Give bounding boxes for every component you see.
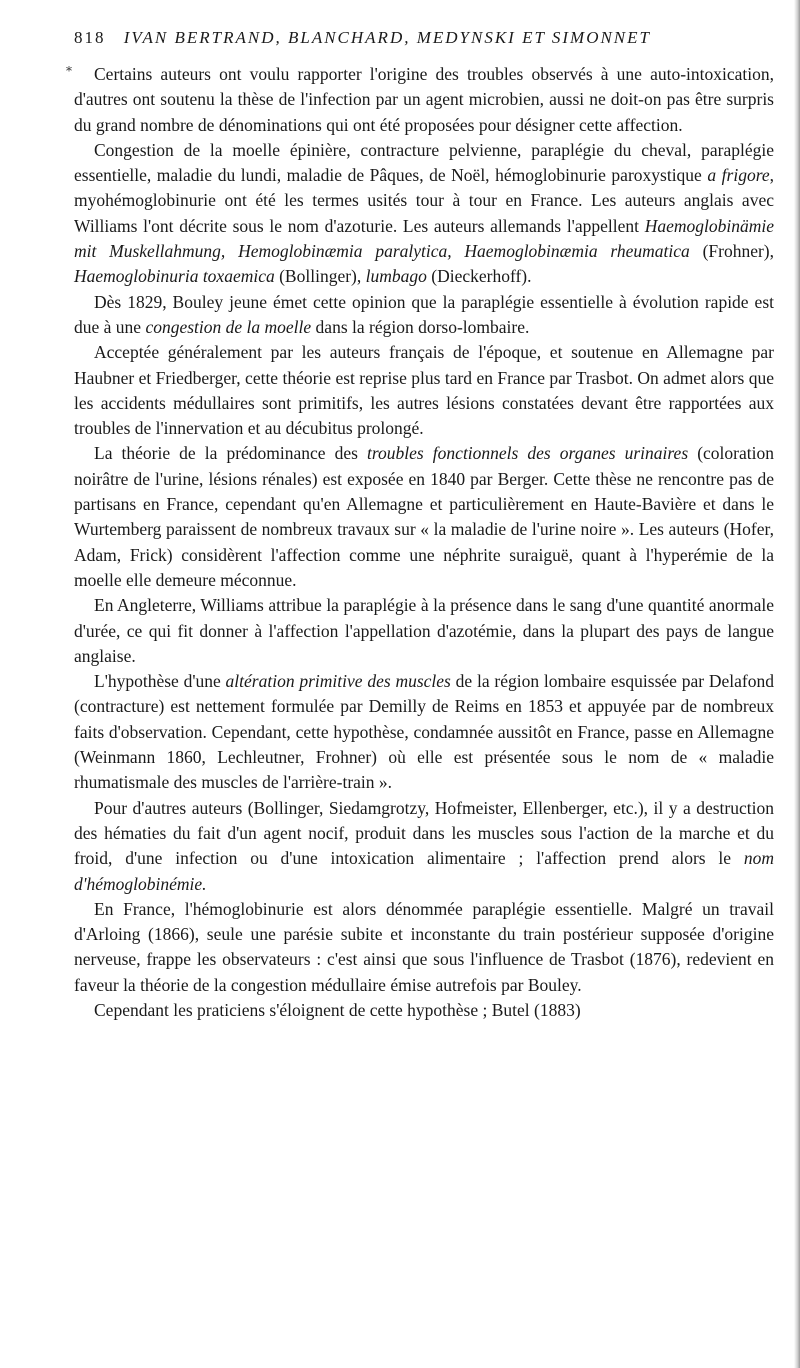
italic-text: altération primitive des muscles [225,671,451,692]
text-run: Acceptée généralement par les auteurs français de l'époque, et soutenue en Allemagne par Haubner et Friedberger, cette théorie est reprise plus tard en France par Trasbot. On admet alors que les accidents médullaires sont primitifs, les autres lésions constatées devant être rapportées aux troubles de l'innervation et au décubitus prolongé. [74,342,774,439]
text-run: Congestion de la moelle épinière, contracture pelvienne, paraplégie du cheval, paraplégie essentielle, maladie du lundi, maladie de Pâques, de Noël, hémoglobinurie paroxystique [74,139,774,186]
text-run: , myohémoglobinurie ont été les termes usités tour à tour en France. Les auteurs anglais avec Williams l'ont décrite sous le nom d'azoturie. Les auteurs allemands l'appellent [74,165,774,236]
paragraph [74,62,774,138]
margin-mark: * [66,64,72,78]
italic-text: nom d'hémoglobinémie. [74,848,774,894]
running-title: IVAN BERTRAND, BLANCHARD, MEDYNSKI ET SIMONNET [123,28,651,47]
text-run: (Bollinger), [274,266,366,287]
italic-text: a frigore [707,165,770,186]
italic-text: Haemoglobinuria toxaemica [74,266,275,287]
paragraph [74,593,774,669]
text-run: La théorie de la prédominance des [94,443,368,464]
text-run: Pour d'autres auteurs (Bollinger, Siedamgrotzy, Hofmeister, Ellenberger, etc.), il y a destruction des hématies du fait d'un agent nocif, produit dans les muscles sous l'action de la marche et du froid, d'une infection ou d'une intoxication alimentaire ; l'affection prend alors le [74,797,774,869]
page-header [74,28,774,48]
paragraph [74,290,774,341]
text-run: En France, l'hémoglobinurie est alors dénommée paraplégie essentielle. Malgré un travail d'Arloing (1866), seule une parésie subite et inconstante du train postérieur supposée d'origine nerveuse, frappe les observateurs : c'est ainsi que sous l'influence de Trasbot (1876), redevient en faveur la théorie de la congestion médullaire émise autrefois par Bouley. [74,898,774,995]
italic-text: lumbago [365,266,427,287]
page-number: 818 [74,28,106,47]
text-run: L'hypothèse d'une [94,671,226,692]
text-run: Cependant les praticiens s'éloignent de cette hypothèse ; Butel (1883) [94,999,581,1020]
italic-text: congestion de la moelle [145,316,312,337]
text-run: de la région lombaire esquissée par Delafond (contracture) est nettement formulée par Demilly de Reims en 1853 et appuyée par de nombreux faits d'observation. Cependant, cette hypothèse, condamnée aussitôt en France, passe en Allemagne (Weinmann 1860, Lechleutner, Frohner) où elle est présentée sous le nom de « maladie rhumatismale des muscles de l'arrière-train ». [74,671,774,793]
body-text [74,62,774,1023]
text-run: Certains auteurs ont voulu rapporter l'origine des troubles observés à une auto-intoxication, d'autres ont soutenu la thèse de l'infection par un agent microbien, aussi ne doit-on pas être surpris du grand nombre de dénominations qui ont été proposées pour désigner cette affection. [74,64,774,135]
text-run: dans la région dorso-lombaire. [311,316,530,337]
italic-text: Haemoglobinämie mit Muskellahmung, Hemoglobinæmia paralytica, Haemoglobinæmia rheumatica [74,215,774,262]
text-run: (Frohner), [689,241,775,262]
page-edge-shadow [794,0,800,1368]
paragraph [74,897,774,998]
paragraph [74,669,774,795]
italic-text: troubles fonctionnels des organes urinaires [367,443,689,464]
paragraph [74,340,774,441]
text-run: En Angleterre, Williams attribue la paraplégie à la présence dans le sang d'une quantité anormale d'urée, ce qui fit donner à l'affection l'appellation d'azotémie, dans la plupart des pays de langue anglaise. [74,595,774,666]
text-run: (coloration noirâtre de l'urine, lésions rénales) est exposée en 1840 par Berger. Cette thèse ne rencontre pas de partisans en France, cependant qu'en Allemagne et particulièrement en Haute-Bavière et dans le Wurtemberg paraissent de nombreux travaux sur « la maladie de l'urine noire ». Les auteurs (Hofer, Adam, Frick) considèrent l'affection comme une néphrite suraiguë, quant à l'hyperémie de la moelle elle demeure méconnue. [74,443,774,590]
paragraph [74,796,774,897]
paragraph [74,441,774,593]
text-run: (Dieckerhoff). [426,266,532,287]
paragraph [74,998,774,1023]
paragraph [74,138,774,290]
text-run: Dès 1829, Bouley jeune émet cette opinion que la paraplégie essentielle à évolution rapide est due à une [74,291,774,337]
